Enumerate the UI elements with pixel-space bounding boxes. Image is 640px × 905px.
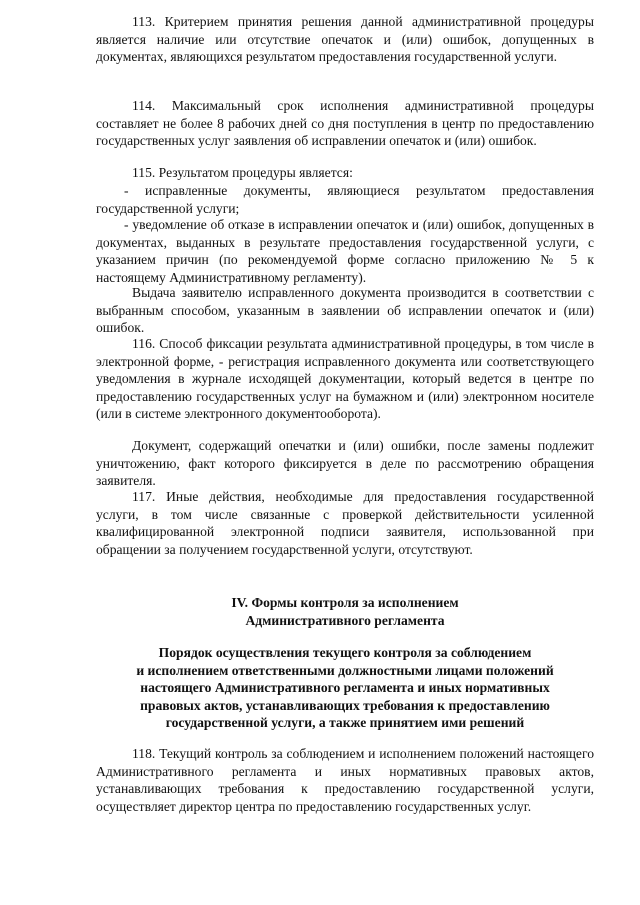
subsection-heading-line-5: государственной услуги, а также принятием ими решений (165, 715, 525, 731)
subsection-heading-line-4: правовых актов, устанавливающих требования к предоставлению (140, 697, 550, 713)
paragraph-115-item-1: - исправленные документы, являющиеся результатом предоставления государственной услуги; (96, 183, 594, 216)
document-page (96, 0, 594, 905)
paragraph-118: 118. Текущий контроль за соблюдением и исполнением положений настоящего Административного регламента и иных нормативных правовых актов, устанавливающих требования к предоставлению государственной услуги, осуществляет директор центра по предоставлению государственных услуг. (96, 746, 594, 814)
subsection-heading-line-2: и исполнением ответственными должностными лицами положений (136, 662, 554, 678)
subsection-heading-line-1: Порядок осуществления текущего контроля за соблюдением (158, 645, 532, 660)
paragraph-117: 117. Иные действия, необходимые для предоставления государственной услуги, в том числе связанные с проверкой действительности усиленной квалифицированной электронной подписи заявителя, использованной при обращении за получением государственной услуги, отсутствуют. (96, 489, 594, 557)
subsection-heading (90, 644, 600, 732)
paragraph-115: 115. Результатом процедуры является: (132, 165, 353, 180)
subsection-heading-line-3: настоящего Административного регламента и иных нормативных (140, 680, 550, 696)
section-heading-line-1: IV. Формы контроля за исполнением (231, 595, 459, 610)
section-heading-iv (96, 594, 594, 629)
paragraph-113: 113. Критерием принятия решения данной административной процедуры является наличие или отсутствие опечаток и (или) ошибок, допущенных в документах, являющихся результатом предоставления государственной услуги. (96, 14, 594, 65)
section-heading-line-2: Административного регламента (245, 612, 445, 628)
paragraph-115-delivery: Выдача заявителю исправленного документа производится в соответствии с выбранным способом, указанным в заявлении об исправлении опечаток и (или) ошибок. (96, 285, 594, 336)
paragraph-114: 114. Максимальный срок исполнения административной процедуры составляет не более 8 рабочих дней со дня поступления в центр по предоставлению государственных услуг заявления об исправлении опечаток и (или) ошибок. (96, 98, 594, 149)
paragraph-116: 116. Способ фиксации результата административной процедуры, в том числе в электронной форме, - регистрация исправленного документа или соответствующего уведомления в журнале исходящей документации, который ведется в центре по предоставлению государственных услуг на бумажном и (или) электронном носителе (или в системе электронного документооборота). (96, 336, 594, 422)
paragraph-116-destroy: Документ, содержащий опечатки и (или) ошибки, после замены подлежит уничтожению, факт которого фиксируется в деле по рассмотрению обращения заявителя. (96, 438, 594, 489)
paragraph-115-item-2: - уведомление об отказе в исправлении опечаток и (или) ошибок, допущенных в документах, выданных в результате предоставления государственной услуги, с указанием причин (по рекомендуемой форме согласно приложению № 5 к настоящему Административному регламенту). (96, 217, 594, 285)
